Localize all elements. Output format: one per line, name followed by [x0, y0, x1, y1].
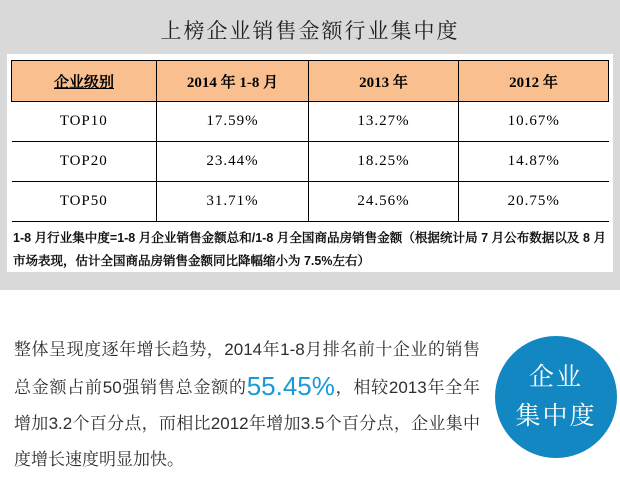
cell-value: 23.44% — [157, 142, 309, 182]
summary-text-after: ，相较2013年全年增加3.2个百分点，而相比2012年增加3.5个百分点，企业集中度增长速度明显加快。 — [14, 378, 480, 469]
column-header-2012: 2012 年 — [459, 61, 609, 102]
concentration-badge — [495, 336, 617, 458]
cell-level: TOP50 — [12, 182, 157, 222]
cell-value: 31.71% — [157, 182, 309, 222]
table-row — [12, 102, 609, 142]
cell-value: 14.87% — [459, 142, 609, 182]
table-row — [12, 142, 609, 182]
cell-level: TOP20 — [12, 142, 157, 182]
cell-value: 20.75% — [459, 182, 609, 222]
cell-value: 13.27% — [309, 102, 459, 142]
concentration-table — [11, 60, 609, 222]
concentration-table-panel — [7, 54, 613, 272]
table-row — [12, 182, 609, 222]
summary-text-before: 整体呈现度逐年增长趋势，2014年1-8月排名前十企业的销售总金额占前50强销售总金额的 — [14, 340, 480, 397]
summary-paragraph — [14, 332, 480, 478]
page-title: 上榜企业销售金额行业集中度 — [160, 19, 460, 43]
highlight-percentage: 55.45% — [246, 371, 335, 401]
cell-value: 10.67% — [459, 102, 609, 142]
cell-value: 18.25% — [309, 142, 459, 182]
cell-value: 24.56% — [309, 182, 459, 222]
badge-line2: 集中度 — [515, 402, 597, 430]
table-header-row — [12, 61, 609, 102]
column-header-2014: 2014 年 1-8 月 — [157, 61, 309, 102]
cell-value: 17.59% — [157, 102, 309, 142]
column-header-2013: 2013 年 — [309, 61, 459, 102]
summary-section — [0, 290, 620, 492]
table-footnote: 1-8 月行业集中度=1-8 月企业销售金额总和/1-8 月全国商品房销售金额（根据统计局 7 月公布数据以及 8 月市场表现，估计全国商品房销售金额同比降幅缩小为 7.5%左右） — [13, 231, 606, 268]
cell-level: TOP10 — [12, 102, 157, 142]
badge-line1: 企业 — [528, 363, 583, 391]
column-header-level: 企业级别 — [12, 61, 157, 102]
